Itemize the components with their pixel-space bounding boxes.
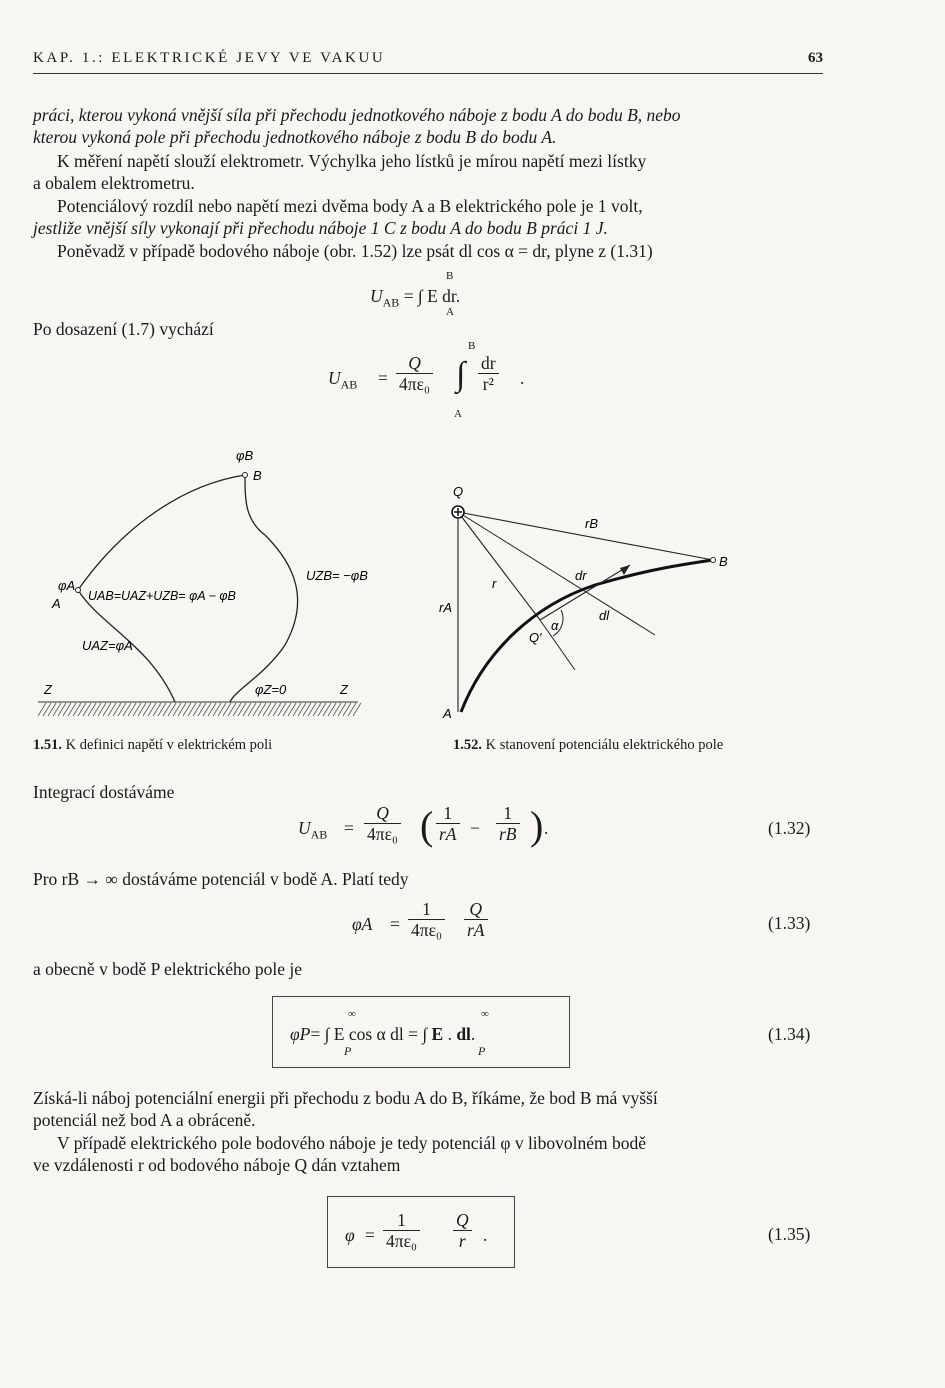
line-r <box>458 512 540 620</box>
frac2-den: rB <box>499 824 517 844</box>
equation-1-34 <box>290 1008 560 1062</box>
curve-a-to-b <box>78 475 245 590</box>
hatch-stroke <box>343 703 351 716</box>
eq-sign: = <box>390 914 400 934</box>
eq-end: . <box>483 1225 488 1245</box>
frac-den: 4πε₀ <box>411 920 443 940</box>
hatch-stroke <box>233 703 241 716</box>
label-uaz: UAZ=φA <box>82 638 133 653</box>
hatch-stroke <box>153 703 161 716</box>
eq-sign: = <box>344 818 354 838</box>
hatch-stroke <box>238 703 246 716</box>
int-upper: B <box>468 340 476 352</box>
eq-lhs: U <box>370 286 383 306</box>
hatch-stroke <box>173 703 181 716</box>
para2-line2: a obalem elektrometru. <box>33 173 195 193</box>
para3-line1: Potenciálový rozdíl nebo napětí mezi dvěma body A a B elektrického pole je 1 volt, <box>57 196 643 216</box>
frac-den: 4πε₀ <box>386 1231 418 1251</box>
hatch-stroke <box>108 703 116 716</box>
frac-num: Q <box>396 353 433 374</box>
path-a-to-b <box>461 560 713 712</box>
hatch-stroke <box>148 703 156 716</box>
hatch-stroke <box>243 703 251 716</box>
para9-line2: potenciál než bod A a obráceně. <box>33 1110 256 1130</box>
hatch-stroke <box>43 703 51 716</box>
eq-lhs: U <box>298 818 311 838</box>
hatch-stroke <box>93 703 101 716</box>
hatch-stroke <box>303 703 311 716</box>
hatch-stroke <box>188 703 196 716</box>
hatch-stroke <box>193 703 201 716</box>
caption-number: 1.52. <box>453 737 482 753</box>
hatch-stroke <box>178 703 186 716</box>
hatch-stroke <box>38 703 46 716</box>
label-z-right: Z <box>340 682 348 697</box>
hatch-stroke <box>338 703 346 716</box>
frac-num: Q <box>364 803 401 824</box>
header-rule <box>33 73 823 74</box>
integral-sign: ∫ <box>456 356 466 393</box>
para6: Integrací dostáváme <box>33 782 175 802</box>
hatch-stroke <box>88 703 96 716</box>
eq-lhs: U <box>328 368 341 388</box>
hatch-stroke <box>113 703 121 716</box>
frac2-den: rA <box>467 920 485 940</box>
equation-1-35 <box>345 1207 505 1259</box>
hatch-stroke <box>183 703 191 716</box>
caption-text: K stanovení potenciálu elektrického pole <box>482 737 724 753</box>
label-alpha: α <box>551 618 559 633</box>
frac-num: 1 <box>408 899 445 920</box>
para2-line1: K měření napětí slouží elektrometr. Výchylka jeho lístků je mírou napětí mezi lístky <box>57 151 647 171</box>
hatch-stroke <box>288 703 296 716</box>
hatch-stroke <box>63 703 71 716</box>
figure-1-51 <box>30 440 370 730</box>
int1-lower: P <box>344 1044 352 1058</box>
vector-dl: dl <box>456 1024 471 1044</box>
paren-close: ) <box>530 803 544 848</box>
hatch-stroke <box>73 703 81 716</box>
label-phi-b: φB <box>236 448 254 463</box>
hatch-stroke <box>133 703 141 716</box>
hatch-stroke <box>123 703 131 716</box>
int1-upper: ∞ <box>348 1008 356 1020</box>
hatch-stroke <box>298 703 306 716</box>
eq-lhs-sub: AB <box>340 377 358 392</box>
caption-text: K definici napětí v elektrickém poli <box>62 737 273 753</box>
page-number: 63 <box>808 50 823 66</box>
label-phi-z: φZ=0 <box>255 682 287 697</box>
label-ra: rA <box>439 600 452 615</box>
hatch-stroke <box>323 703 331 716</box>
label-dr: dr <box>575 568 587 583</box>
label-q: Q <box>453 484 464 499</box>
hatch-stroke <box>318 703 326 716</box>
hatch-stroke <box>348 703 356 716</box>
hatch-stroke <box>218 703 226 716</box>
int-lower: A <box>446 306 454 318</box>
eq-end: . <box>544 818 549 838</box>
label-uzb: UZB= −φB <box>306 568 368 583</box>
hatch-stroke <box>208 703 216 716</box>
eq-body: = ∫ E dr. <box>399 286 461 306</box>
hatch-stroke <box>353 703 361 716</box>
label-phi-a: φA <box>58 578 76 593</box>
figure-1-52-caption <box>453 737 723 754</box>
frac2-num: Q <box>453 1210 472 1231</box>
label-b: B <box>719 554 728 569</box>
para4-line1: Poněvadž v případě bodového náboje (obr. 1.52) lze psát dl cos α = dr, plyne z (1.31) <box>57 241 653 261</box>
para7: Pro rB → ∞ dostáváme potenciál v bodě A. Platí tedy <box>33 869 409 889</box>
label-b: B <box>253 468 262 483</box>
frac-den: 4πε₀ <box>399 374 431 394</box>
figure-1-52 <box>425 480 745 725</box>
label-q-prime: Q′ <box>529 630 542 645</box>
hatch-stroke <box>68 703 76 716</box>
ground-hatch <box>38 702 361 716</box>
hatch-stroke <box>203 703 211 716</box>
equation-number-1-32: (1.32) <box>768 818 811 838</box>
equation-number-1-34: (1.34) <box>768 1024 811 1044</box>
frac-num: 1 <box>383 1210 420 1231</box>
eq-sign: = <box>365 1225 375 1245</box>
equation-1-32 <box>298 800 568 860</box>
para5: Po dosazení (1.7) vychází <box>33 319 214 339</box>
hatch-stroke <box>118 703 126 716</box>
label-a: A <box>443 706 452 721</box>
point-b <box>711 558 716 563</box>
hatch-stroke <box>58 703 66 716</box>
label-a: A <box>52 596 61 611</box>
hatch-stroke <box>213 703 221 716</box>
eq-lhs-sub: AB <box>310 827 328 842</box>
frac2-den: r <box>458 1231 466 1251</box>
point-a <box>76 588 81 593</box>
eq-lhs: φP <box>290 1024 311 1044</box>
eq-end: . <box>470 1024 476 1044</box>
hatch-stroke <box>248 703 256 716</box>
frac2-den: r² <box>478 373 499 394</box>
label-uab-eq: UAB=UAZ+UZB= φA − φB <box>88 589 236 603</box>
label-rb: rB <box>585 516 598 531</box>
chapter-title: KAP. 1.: ELEKTRICKÉ JEVY VE VAKUU <box>33 50 386 66</box>
running-header <box>33 50 823 72</box>
hatch-stroke <box>278 703 286 716</box>
hatch-stroke <box>98 703 106 716</box>
hatch-stroke <box>333 703 341 716</box>
figure-1-51-caption <box>33 737 272 754</box>
hatch-stroke <box>138 703 146 716</box>
caption-number: 1.51. <box>33 737 62 753</box>
curve-b-to-z <box>230 475 298 702</box>
vector-e: E <box>431 1024 444 1044</box>
hatch-stroke <box>163 703 171 716</box>
hatch-stroke <box>268 703 276 716</box>
hatch-stroke <box>198 703 206 716</box>
label-z-left: Z <box>44 682 52 697</box>
arrow-head <box>620 565 630 575</box>
eq-end: . <box>520 368 525 388</box>
equation-uab-coulomb <box>328 338 548 426</box>
hatch-stroke <box>228 703 236 716</box>
eq-lhs-sub: AB <box>382 295 400 310</box>
hatch-stroke <box>258 703 266 716</box>
hatch-stroke <box>273 703 281 716</box>
hatch-stroke <box>103 703 111 716</box>
eq-body: = ∫ E cos α dl = ∫ <box>310 1024 432 1044</box>
para10-line2: ve vzdálenosti r od bodového náboje Q dán vztahem <box>33 1155 401 1175</box>
eq-lhs: φA <box>352 914 373 934</box>
hatch-stroke <box>313 703 321 716</box>
hatch-stroke <box>53 703 61 716</box>
paren-open: ( <box>420 803 434 848</box>
para9-line1: Získá-li náboj potenciální energii při přechodu z bodu A do B, říkáme, že bod B má vyšší <box>33 1088 658 1108</box>
hatch-stroke <box>143 703 151 716</box>
para1-line2: kterou vykoná pole při přechodu jednotkového náboje z bodu B do bodu A. <box>33 127 557 147</box>
para8: a obecně v bodě P elektrického pole je <box>33 959 303 979</box>
int-lower: A <box>454 408 462 420</box>
frac-den: 4πε₀ <box>367 824 399 844</box>
hatch-stroke <box>83 703 91 716</box>
para1-line1: práci, kterou vykoná vnější síla při přechodu jednotkového náboje z bodu A do bodu B, nebo <box>33 105 681 125</box>
frac2-num: 1 <box>496 803 520 824</box>
hatch-stroke <box>293 703 301 716</box>
hatch-stroke <box>253 703 261 716</box>
int-upper: B <box>446 270 454 282</box>
frac2-num: Q <box>464 899 488 920</box>
int2-lower: P <box>478 1044 486 1058</box>
point-b <box>243 473 248 478</box>
equation-number-1-35: (1.35) <box>768 1224 811 1244</box>
hatch-stroke <box>128 703 136 716</box>
dot-op: . <box>443 1024 457 1044</box>
label-r: r <box>492 576 497 591</box>
eq-lhs: φ <box>345 1225 355 1245</box>
hatch-stroke <box>328 703 336 716</box>
frac2-num: dr <box>481 353 496 373</box>
para3-line2: jestliže vnější síly vykonají při přechodu náboje 1 C z bodu A do bodu B práci 1 J. <box>33 218 608 238</box>
hatch-stroke <box>263 703 271 716</box>
frac1-num: 1 <box>436 803 460 824</box>
minus-sign: − <box>470 818 480 838</box>
hatch-stroke <box>158 703 166 716</box>
hatch-stroke <box>223 703 231 716</box>
para10-line1: V případě elektrického pole bodového náboje je tedy potenciál φ v libovolném bodě <box>57 1133 647 1153</box>
equation-uab-integral <box>370 270 540 320</box>
hatch-stroke <box>48 703 56 716</box>
equation-1-33 <box>352 896 512 948</box>
hatch-stroke <box>283 703 291 716</box>
eq-sign: = <box>378 368 388 388</box>
int2-upper: ∞ <box>481 1008 489 1020</box>
hatch-stroke <box>168 703 176 716</box>
hatch-stroke <box>308 703 316 716</box>
equation-number-1-33: (1.33) <box>768 913 811 933</box>
hatch-stroke <box>78 703 86 716</box>
frac1-den: rA <box>439 824 457 844</box>
label-dl: dl <box>599 608 610 623</box>
